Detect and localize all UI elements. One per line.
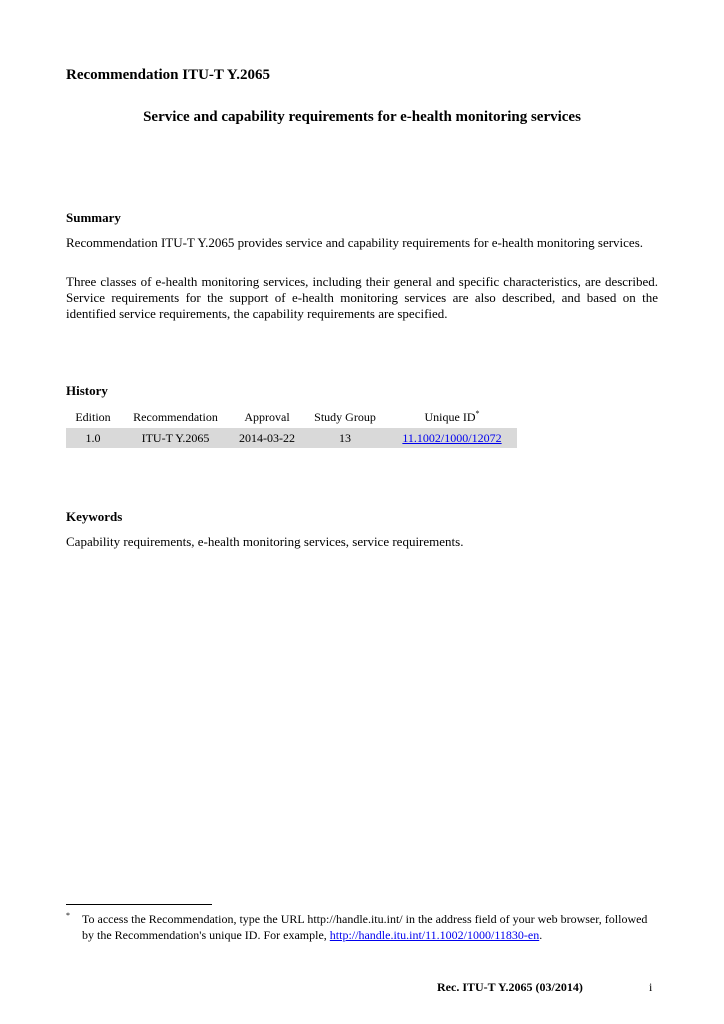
footnote-marker: * [66,911,70,920]
page-footer-label: Rec. ITU-T Y.2065 (03/2014) [437,980,583,994]
footnote [66,911,656,943]
page-number: i [649,980,653,994]
footnote-text: To access the Recommendation, type the URL http://handle.itu.int/ in the address field of your web browser, followed by the Recommendation's unique ID. For example, [82,912,648,942]
footnote-end: . [539,928,543,942]
column-header-edition: Edition [75,409,111,424]
unique-id-link[interactable]: 11.1002/1000/12072 [402,430,502,445]
column-header-study-group: Study Group [314,409,376,424]
column-header-unique-id [387,406,517,428]
footnote-body [82,911,656,943]
cell-approval: 2014-03-22 [231,428,303,448]
unique-id-footnote-marker: * [475,409,480,418]
document-title: Service and capability requirements for e-health monitoring services [143,109,581,125]
recommendation-title: Recommendation ITU-T Y.2065 [66,67,271,83]
summary-paragraph-1: Recommendation ITU-T Y.2065 provides service and capability requirements for e-health monitoring services. [66,235,644,250]
history-table [66,406,517,448]
history-header-row [66,406,517,428]
cell-unique-id [387,428,517,448]
column-header-recommendation: Recommendation [133,409,218,424]
summary-paragraph-2: Three classes of e-health monitoring services, including their general and specific characteristics, are described. Service requirements for the support of e-health monitoring services are also described, and based on the identified service requirements, the capability requirements are specified. [66,274,658,321]
cell-study-group: 13 [303,428,387,448]
keywords-heading: Keywords [66,509,123,524]
history-heading: History [66,383,108,398]
unique-id-header-label: Unique ID [424,410,476,424]
table-row [66,428,517,448]
keywords-text: Capability requirements, e-health monitoring services, service requirements. [66,534,464,549]
summary-heading: Summary [66,210,121,225]
cell-recommendation: ITU-T Y.2065 [120,428,231,448]
column-header-approval: Approval [244,409,290,424]
footnote-example-link[interactable]: http://handle.itu.int/11.1002/1000/11830-en [329,928,540,942]
cell-edition: 1.0 [66,428,120,448]
footnote-separator [66,904,212,905]
